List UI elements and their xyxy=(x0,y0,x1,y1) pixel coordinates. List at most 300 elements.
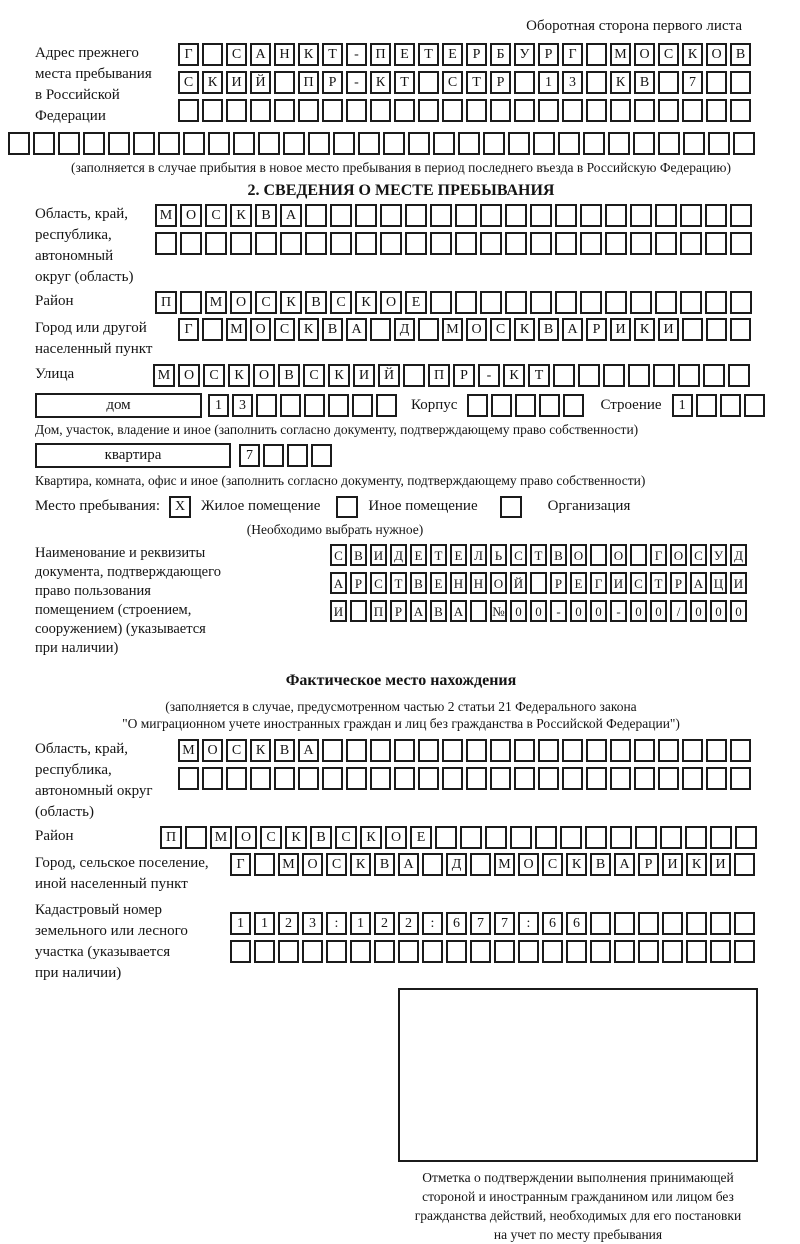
form-cell[interactable]: О xyxy=(230,291,252,314)
form-cell[interactable]: 2 xyxy=(398,912,419,935)
form-cell[interactable]: Р xyxy=(453,364,475,387)
form-cell[interactable]: В xyxy=(538,318,559,341)
form-cell[interactable]: С xyxy=(630,572,647,594)
form-cell[interactable] xyxy=(250,99,271,122)
form-cell[interactable] xyxy=(505,204,527,227)
form-cell[interactable]: К xyxy=(503,364,525,387)
form-cell[interactable]: К xyxy=(298,43,319,66)
form-cell[interactable]: В xyxy=(410,572,427,594)
form-cell[interactable] xyxy=(653,364,675,387)
form-cell[interactable] xyxy=(490,739,511,762)
form-cell[interactable] xyxy=(370,767,391,790)
form-cell[interactable]: О xyxy=(250,318,271,341)
form-cell[interactable] xyxy=(706,739,727,762)
form-cell[interactable] xyxy=(705,291,727,314)
form-cell[interactable] xyxy=(633,132,655,155)
form-cell[interactable] xyxy=(580,232,602,255)
form-cell[interactable] xyxy=(442,767,463,790)
form-cell[interactable]: Р xyxy=(390,600,407,622)
form-cell[interactable] xyxy=(380,204,402,227)
form-cell[interactable] xyxy=(230,940,251,963)
form-cell[interactable] xyxy=(418,767,439,790)
form-cell[interactable] xyxy=(280,232,302,255)
form-cell[interactable]: С xyxy=(330,291,352,314)
form-cell[interactable] xyxy=(586,739,607,762)
form-cell[interactable]: А xyxy=(690,572,707,594)
form-cell[interactable] xyxy=(555,204,577,227)
form-cell[interactable]: 3 xyxy=(232,394,253,417)
form-cell[interactable]: 7 xyxy=(494,912,515,935)
form-cell[interactable] xyxy=(405,232,427,255)
form-cell[interactable]: Й xyxy=(250,71,271,94)
form-cell[interactable]: - xyxy=(346,71,367,94)
form-cell[interactable] xyxy=(178,767,199,790)
form-cell[interactable]: И xyxy=(226,71,247,94)
form-cell[interactable]: Г xyxy=(178,43,199,66)
form-cell[interactable] xyxy=(730,291,752,314)
form-cell[interactable] xyxy=(250,767,271,790)
form-cell[interactable]: / xyxy=(670,600,687,622)
form-cell[interactable] xyxy=(430,204,452,227)
form-cell[interactable] xyxy=(635,826,657,849)
form-cell[interactable] xyxy=(696,394,717,417)
form-cell[interactable]: Е xyxy=(430,572,447,594)
form-cell[interactable]: 7 xyxy=(682,71,703,94)
form-cell[interactable] xyxy=(638,912,659,935)
form-cell[interactable] xyxy=(394,767,415,790)
form-cell[interactable]: В xyxy=(350,544,367,566)
form-cell[interactable] xyxy=(480,204,502,227)
form-cell[interactable]: Р xyxy=(466,43,487,66)
form-cell[interactable] xyxy=(470,940,491,963)
form-cell[interactable] xyxy=(155,232,177,255)
form-cell[interactable] xyxy=(605,204,627,227)
form-cell[interactable] xyxy=(185,826,207,849)
form-cell[interactable]: : xyxy=(518,912,539,935)
form-cell[interactable] xyxy=(562,739,583,762)
form-cell[interactable] xyxy=(333,132,355,155)
form-cell[interactable] xyxy=(494,940,515,963)
form-cell[interactable]: С xyxy=(260,826,282,849)
form-cell[interactable] xyxy=(505,232,527,255)
form-cell[interactable] xyxy=(298,767,319,790)
form-cell[interactable] xyxy=(605,291,627,314)
form-cell[interactable]: С xyxy=(226,739,247,762)
form-cell[interactable]: 0 xyxy=(510,600,527,622)
form-cell[interactable] xyxy=(655,204,677,227)
form-cell[interactable] xyxy=(566,940,587,963)
form-cell[interactable]: Р xyxy=(538,43,559,66)
form-cell[interactable]: О xyxy=(706,43,727,66)
form-cell[interactable] xyxy=(614,912,635,935)
form-cell[interactable] xyxy=(435,826,457,849)
form-cell[interactable]: Е xyxy=(410,826,432,849)
form-cell[interactable] xyxy=(254,940,275,963)
form-cell[interactable]: 1 xyxy=(230,912,251,935)
form-cell[interactable] xyxy=(418,71,439,94)
form-cell[interactable]: О xyxy=(670,544,687,566)
form-cell[interactable]: И xyxy=(610,572,627,594)
form-cell[interactable] xyxy=(734,853,755,876)
form-cell[interactable]: Л xyxy=(470,544,487,566)
form-cell[interactable] xyxy=(370,99,391,122)
form-cell[interactable]: С xyxy=(203,364,225,387)
form-cell[interactable] xyxy=(638,940,659,963)
form-cell[interactable]: М xyxy=(442,318,463,341)
form-cell[interactable] xyxy=(680,204,702,227)
form-cell[interactable]: К xyxy=(634,318,655,341)
form-cell[interactable] xyxy=(202,99,223,122)
form-cell[interactable]: М xyxy=(155,204,177,227)
form-cell[interactable]: В xyxy=(310,826,332,849)
form-cell[interactable] xyxy=(680,232,702,255)
form-cell[interactable]: К xyxy=(202,71,223,94)
form-cell[interactable]: О xyxy=(235,826,257,849)
form-cell[interactable] xyxy=(682,99,703,122)
form-cell[interactable] xyxy=(380,232,402,255)
form-cell[interactable] xyxy=(418,99,439,122)
form-cell[interactable]: Б xyxy=(490,43,511,66)
form-cell[interactable]: М xyxy=(278,853,299,876)
form-cell[interactable] xyxy=(422,853,443,876)
form-cell[interactable] xyxy=(680,291,702,314)
form-cell[interactable] xyxy=(744,394,765,417)
form-cell[interactable] xyxy=(628,364,650,387)
form-cell[interactable] xyxy=(205,232,227,255)
form-cell[interactable] xyxy=(590,544,607,566)
form-cell[interactable]: 1 xyxy=(208,394,229,417)
form-cell[interactable] xyxy=(355,204,377,227)
form-cell[interactable] xyxy=(730,739,751,762)
form-cell[interactable] xyxy=(490,99,511,122)
form-cell[interactable] xyxy=(580,291,602,314)
form-cell[interactable] xyxy=(328,394,349,417)
form-cell[interactable] xyxy=(735,826,757,849)
form-cell[interactable] xyxy=(630,291,652,314)
form-cell[interactable]: Ь xyxy=(490,544,507,566)
form-cell[interactable]: Е xyxy=(570,572,587,594)
form-cell[interactable] xyxy=(394,739,415,762)
form-cell[interactable]: 3 xyxy=(302,912,323,935)
form-cell[interactable]: 0 xyxy=(530,600,547,622)
form-cell[interactable]: С xyxy=(542,853,563,876)
form-cell[interactable] xyxy=(515,394,536,417)
form-cell[interactable] xyxy=(710,826,732,849)
form-cell[interactable] xyxy=(542,940,563,963)
checkbox-zhiloe[interactable]: X xyxy=(169,496,191,518)
form-cell[interactable] xyxy=(514,767,535,790)
form-cell[interactable] xyxy=(455,204,477,227)
form-cell[interactable]: И xyxy=(370,544,387,566)
form-cell[interactable] xyxy=(405,204,427,227)
form-cell[interactable] xyxy=(346,739,367,762)
form-cell[interactable]: 6 xyxy=(566,912,587,935)
form-cell[interactable] xyxy=(226,99,247,122)
form-cell[interactable]: В xyxy=(305,291,327,314)
form-cell[interactable] xyxy=(730,71,751,94)
form-cell[interactable]: Д xyxy=(730,544,747,566)
form-cell[interactable] xyxy=(590,940,611,963)
form-cell[interactable] xyxy=(706,71,727,94)
form-cell[interactable] xyxy=(710,940,731,963)
form-cell[interactable]: В xyxy=(322,318,343,341)
form-cell[interactable] xyxy=(730,232,752,255)
form-cell[interactable] xyxy=(630,204,652,227)
form-cell[interactable]: 3 xyxy=(562,71,583,94)
form-cell[interactable] xyxy=(539,394,560,417)
form-cell[interactable] xyxy=(562,99,583,122)
form-cell[interactable]: О xyxy=(610,544,627,566)
form-cell[interactable] xyxy=(283,132,305,155)
form-cell[interactable] xyxy=(274,767,295,790)
form-cell[interactable]: В xyxy=(634,71,655,94)
form-cell[interactable]: 1 xyxy=(254,912,275,935)
form-cell[interactable] xyxy=(610,99,631,122)
form-cell[interactable]: О xyxy=(302,853,323,876)
form-cell[interactable]: М xyxy=(205,291,227,314)
form-cell[interactable] xyxy=(686,940,707,963)
form-cell[interactable]: Т xyxy=(466,71,487,94)
form-cell[interactable]: Р xyxy=(550,572,567,594)
form-cell[interactable]: У xyxy=(514,43,535,66)
form-cell[interactable] xyxy=(480,232,502,255)
form-cell[interactable]: 0 xyxy=(730,600,747,622)
form-cell[interactable] xyxy=(202,767,223,790)
form-cell[interactable] xyxy=(458,132,480,155)
form-cell[interactable]: В xyxy=(590,853,611,876)
form-cell[interactable]: 6 xyxy=(542,912,563,935)
form-cell[interactable]: 0 xyxy=(650,600,667,622)
form-cell[interactable]: К xyxy=(355,291,377,314)
form-cell[interactable]: Н xyxy=(450,572,467,594)
form-cell[interactable]: У xyxy=(710,544,727,566)
form-cell[interactable] xyxy=(510,826,532,849)
form-cell[interactable] xyxy=(583,132,605,155)
form-cell[interactable]: Т xyxy=(394,71,415,94)
form-cell[interactable] xyxy=(538,767,559,790)
form-cell[interactable]: Н xyxy=(274,43,295,66)
form-cell[interactable] xyxy=(706,99,727,122)
form-cell[interactable]: К xyxy=(566,853,587,876)
form-cell[interactable] xyxy=(530,572,547,594)
form-cell[interactable] xyxy=(298,99,319,122)
form-cell[interactable]: Д xyxy=(390,544,407,566)
form-cell[interactable]: С xyxy=(303,364,325,387)
form-cell[interactable]: С xyxy=(335,826,357,849)
form-cell[interactable]: А xyxy=(330,572,347,594)
form-cell[interactable] xyxy=(376,394,397,417)
form-cell[interactable]: И xyxy=(330,600,347,622)
form-cell[interactable]: М xyxy=(494,853,515,876)
form-cell[interactable] xyxy=(530,291,552,314)
form-cell[interactable]: 0 xyxy=(570,600,587,622)
form-cell[interactable] xyxy=(533,132,555,155)
form-cell[interactable]: Р xyxy=(638,853,659,876)
form-cell[interactable]: С xyxy=(490,318,511,341)
form-cell[interactable] xyxy=(305,232,327,255)
form-cell[interactable]: Т xyxy=(528,364,550,387)
form-cell[interactable] xyxy=(555,232,577,255)
form-cell[interactable]: К xyxy=(285,826,307,849)
form-cell[interactable]: Г xyxy=(230,853,251,876)
form-cell[interactable] xyxy=(508,132,530,155)
form-cell[interactable]: И xyxy=(353,364,375,387)
form-cell[interactable]: Т xyxy=(418,43,439,66)
form-cell[interactable] xyxy=(346,767,367,790)
form-cell[interactable]: 1 xyxy=(350,912,371,935)
form-cell[interactable] xyxy=(350,940,371,963)
form-cell[interactable]: К xyxy=(228,364,250,387)
form-cell[interactable] xyxy=(358,132,380,155)
form-cell[interactable]: Т xyxy=(430,544,447,566)
form-cell[interactable]: 0 xyxy=(690,600,707,622)
form-cell[interactable]: К xyxy=(370,71,391,94)
form-cell[interactable] xyxy=(418,739,439,762)
form-cell[interactable] xyxy=(603,364,625,387)
form-cell[interactable] xyxy=(706,767,727,790)
checkbox-inoe[interactable] xyxy=(336,496,358,518)
form-cell[interactable] xyxy=(370,739,391,762)
form-cell[interactable]: К xyxy=(298,318,319,341)
form-cell[interactable]: М xyxy=(226,318,247,341)
form-cell[interactable]: Г xyxy=(650,544,667,566)
form-cell[interactable] xyxy=(183,132,205,155)
form-cell[interactable] xyxy=(483,132,505,155)
form-cell[interactable] xyxy=(233,132,255,155)
form-cell[interactable] xyxy=(660,826,682,849)
form-cell[interactable]: Р xyxy=(670,572,687,594)
form-cell[interactable] xyxy=(230,232,252,255)
form-cell[interactable]: И xyxy=(658,318,679,341)
form-cell[interactable]: А xyxy=(250,43,271,66)
form-cell[interactable] xyxy=(433,132,455,155)
form-cell[interactable] xyxy=(608,132,630,155)
form-cell[interactable]: В xyxy=(430,600,447,622)
form-cell[interactable] xyxy=(470,853,491,876)
form-cell[interactable] xyxy=(403,364,425,387)
form-cell[interactable] xyxy=(374,940,395,963)
form-cell[interactable] xyxy=(705,232,727,255)
form-cell[interactable]: В xyxy=(550,544,567,566)
form-cell[interactable] xyxy=(658,739,679,762)
form-cell[interactable] xyxy=(8,132,30,155)
form-cell[interactable]: О xyxy=(518,853,539,876)
form-cell[interactable]: О xyxy=(202,739,223,762)
form-cell[interactable] xyxy=(394,99,415,122)
form-cell[interactable]: А xyxy=(562,318,583,341)
form-cell[interactable] xyxy=(480,291,502,314)
form-cell[interactable] xyxy=(586,767,607,790)
form-cell[interactable] xyxy=(730,204,752,227)
form-cell[interactable] xyxy=(178,99,199,122)
form-cell[interactable] xyxy=(685,826,707,849)
form-cell[interactable]: Г xyxy=(590,572,607,594)
form-cell[interactable]: А xyxy=(346,318,367,341)
form-cell[interactable]: Е xyxy=(394,43,415,66)
form-cell[interactable]: № xyxy=(490,600,507,622)
form-cell[interactable] xyxy=(308,132,330,155)
form-cell[interactable] xyxy=(586,71,607,94)
form-cell[interactable]: К xyxy=(350,853,371,876)
form-cell[interactable] xyxy=(330,204,352,227)
form-cell[interactable] xyxy=(553,364,575,387)
form-cell[interactable] xyxy=(728,364,750,387)
form-cell[interactable]: П xyxy=(428,364,450,387)
form-cell[interactable]: Е xyxy=(442,43,463,66)
checkbox-organizatsiya[interactable] xyxy=(500,496,522,518)
form-cell[interactable] xyxy=(658,71,679,94)
form-cell[interactable]: О xyxy=(385,826,407,849)
form-cell[interactable]: С xyxy=(226,43,247,66)
form-cell[interactable]: 0 xyxy=(710,600,727,622)
form-cell[interactable] xyxy=(505,291,527,314)
form-cell[interactable] xyxy=(491,394,512,417)
form-cell[interactable] xyxy=(311,444,332,467)
form-cell[interactable] xyxy=(662,940,683,963)
form-cell[interactable]: Е xyxy=(450,544,467,566)
form-cell[interactable] xyxy=(518,940,539,963)
form-cell[interactable] xyxy=(383,132,405,155)
form-cell[interactable]: В xyxy=(374,853,395,876)
form-cell[interactable] xyxy=(535,826,557,849)
form-cell[interactable]: В xyxy=(730,43,751,66)
form-cell[interactable] xyxy=(514,739,535,762)
form-cell[interactable] xyxy=(485,826,507,849)
form-cell[interactable]: Т xyxy=(390,572,407,594)
form-cell[interactable] xyxy=(630,232,652,255)
form-cell[interactable]: С xyxy=(658,43,679,66)
form-cell[interactable]: В xyxy=(274,739,295,762)
form-cell[interactable]: К xyxy=(250,739,271,762)
form-cell[interactable]: С xyxy=(274,318,295,341)
form-cell[interactable] xyxy=(708,132,730,155)
form-cell[interactable] xyxy=(710,912,731,935)
form-cell[interactable]: - xyxy=(346,43,367,66)
form-cell[interactable]: 1 xyxy=(672,394,693,417)
form-cell[interactable]: О xyxy=(490,572,507,594)
form-cell[interactable]: Й xyxy=(510,572,527,594)
form-cell[interactable] xyxy=(514,99,535,122)
form-cell[interactable]: С xyxy=(255,291,277,314)
form-cell[interactable]: П xyxy=(370,600,387,622)
form-cell[interactable] xyxy=(610,767,631,790)
form-cell[interactable] xyxy=(108,132,130,155)
form-cell[interactable]: А xyxy=(280,204,302,227)
form-cell[interactable] xyxy=(180,291,202,314)
form-cell[interactable] xyxy=(614,940,635,963)
form-cell[interactable]: О xyxy=(466,318,487,341)
form-cell[interactable]: О xyxy=(180,204,202,227)
form-cell[interactable] xyxy=(355,232,377,255)
form-cell[interactable] xyxy=(586,43,607,66)
form-cell[interactable] xyxy=(346,99,367,122)
form-cell[interactable]: О xyxy=(253,364,275,387)
form-cell[interactable] xyxy=(158,132,180,155)
form-cell[interactable] xyxy=(734,912,755,935)
form-cell[interactable] xyxy=(634,99,655,122)
form-cell[interactable]: 2 xyxy=(374,912,395,935)
form-cell[interactable]: И xyxy=(662,853,683,876)
form-cell[interactable] xyxy=(287,444,308,467)
form-cell[interactable]: П xyxy=(298,71,319,94)
form-cell[interactable] xyxy=(578,364,600,387)
form-cell[interactable] xyxy=(446,940,467,963)
form-cell[interactable] xyxy=(682,318,703,341)
form-cell[interactable] xyxy=(605,232,627,255)
form-cell[interactable] xyxy=(514,71,535,94)
form-cell[interactable] xyxy=(686,912,707,935)
form-cell[interactable]: А xyxy=(398,853,419,876)
